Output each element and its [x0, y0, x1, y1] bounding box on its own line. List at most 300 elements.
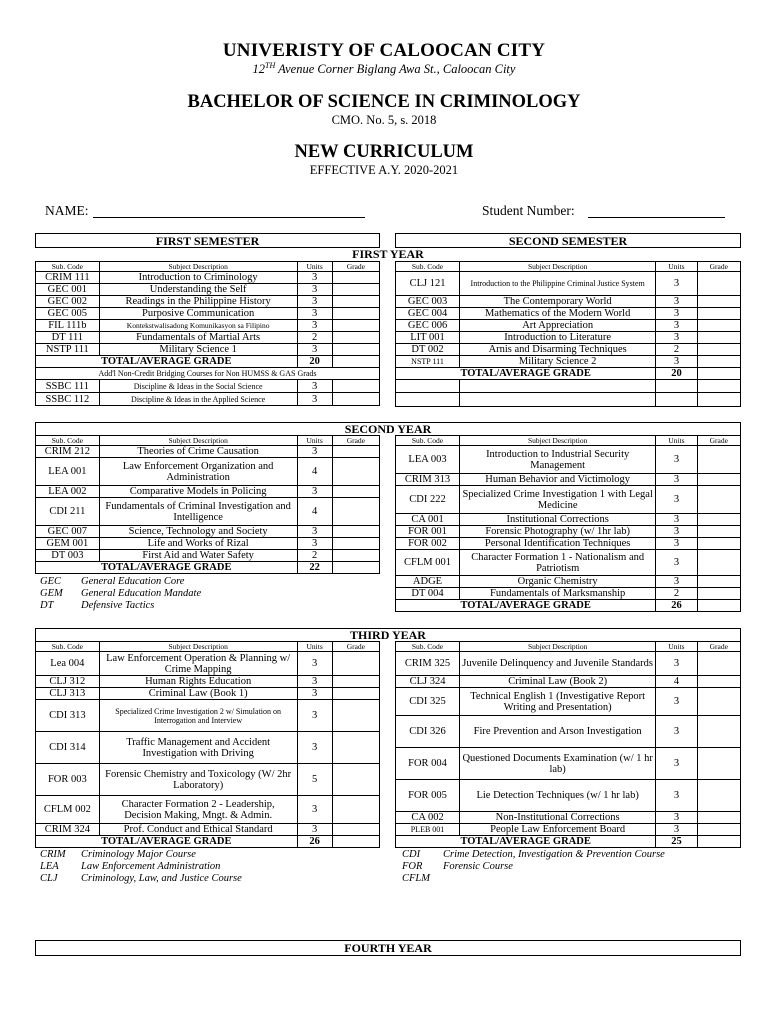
total-units: 20	[656, 368, 697, 380]
course-row	[36, 320, 380, 332]
legend-text: Criminology, Law, and Justice Course	[81, 873, 242, 884]
fourth-year-title: FOURTH YEAR	[35, 940, 741, 956]
column-header-units: Units	[656, 436, 697, 446]
course-units: 3	[656, 576, 697, 588]
course-row	[36, 688, 380, 700]
course-code: GEC 001	[36, 284, 100, 296]
total-label: TOTAL/AVERAGE GRADE	[36, 836, 298, 848]
column-header-row	[36, 436, 380, 446]
course-code: CLJ 324	[396, 676, 460, 688]
grade-cell[interactable]	[332, 393, 379, 406]
column-header-code: Sub. Code	[36, 262, 100, 272]
third-year-legend-right	[402, 849, 665, 885]
course-code: GEC 005	[36, 308, 100, 320]
course-code: GEC 003	[396, 296, 460, 308]
course-row	[396, 550, 741, 576]
empty-cell	[697, 380, 740, 393]
legend-text: Defensive Tactics	[81, 600, 155, 611]
first-semester-header: FIRST SEMESTER	[35, 233, 380, 248]
course-row	[36, 700, 380, 732]
course-units: 3	[656, 716, 697, 748]
total-label: TOTAL/AVERAGE GRADE	[396, 600, 656, 612]
course-code: CFLM 001	[396, 550, 460, 576]
grade-cell[interactable]	[332, 676, 379, 688]
grade-cell[interactable]	[697, 272, 740, 296]
course-description: Fundamentals of Martial Arts	[99, 332, 297, 344]
grade-cell[interactable]	[697, 332, 740, 344]
legend-entry	[402, 861, 665, 873]
total-units: 26	[656, 600, 697, 612]
second-year-legend	[40, 576, 201, 612]
course-row	[396, 824, 741, 836]
course-description: Specialized Crime Investigation 2 w/ Simulation on Interrogation and Interview	[99, 700, 297, 732]
legend-abbr: FOR	[402, 861, 423, 872]
university-address: 12TH Avenue Corner Biglang Awa St., Caloocan City	[252, 61, 516, 77]
cmo-reference: CMO. No. 5, s. 2018	[331, 113, 437, 127]
course-units: 3	[297, 796, 332, 824]
column-header-grade: Grade	[332, 262, 379, 272]
column-header-code: Sub. Code	[396, 642, 460, 652]
course-code: FOR 002	[396, 538, 460, 550]
course-units: 3	[656, 486, 697, 514]
course-description: Character Formation 2 - Leadership, Decision Making, Mngt. & Admin.	[99, 796, 297, 824]
grade-cell[interactable]	[697, 446, 740, 474]
course-row	[396, 446, 741, 474]
total-units: 22	[297, 562, 332, 574]
course-code: CFLM 002	[36, 796, 100, 824]
first-year-second-sem-table	[395, 261, 741, 407]
course-units: 3	[297, 526, 332, 538]
legend-entry	[40, 873, 242, 885]
column-header-desc: Subject Description	[99, 436, 297, 446]
legend-entry	[40, 861, 242, 873]
legend-abbr: CDI	[402, 849, 421, 860]
course-units: 3	[656, 356, 697, 368]
course-units: 3	[297, 486, 332, 498]
empty-row	[396, 393, 741, 407]
second-year-second-sem-table	[395, 435, 741, 612]
second-year-block	[35, 422, 741, 435]
course-code: GEC 007	[36, 526, 100, 538]
course-description: Criminal Law (Book 1)	[99, 688, 297, 700]
column-header-code: Sub. Code	[396, 436, 460, 446]
first-year-title: FIRST YEAR	[352, 247, 424, 261]
course-row	[396, 780, 741, 812]
bridging-note: Add'l Non-Credit Bridging Courses for Non HUMSS & GAS Grads	[36, 368, 380, 380]
course-code: CDI 222	[396, 486, 460, 514]
course-units: 3	[297, 296, 332, 308]
grade-cell[interactable]	[697, 824, 740, 836]
column-header-grade: Grade	[332, 642, 379, 652]
bridging-note-row	[36, 368, 380, 380]
total-grade-cell[interactable]	[332, 836, 379, 848]
legend-abbr: GEM	[40, 588, 63, 599]
course-units: 3	[297, 446, 332, 458]
total-units: 25	[656, 836, 697, 848]
grade-cell[interactable]	[697, 576, 740, 588]
course-units: 4	[297, 458, 332, 486]
total-grade-cell[interactable]	[332, 562, 379, 574]
course-units: 3	[297, 676, 332, 688]
grade-cell[interactable]	[697, 538, 740, 550]
course-code: LEA 003	[396, 446, 460, 474]
student-number-field-line[interactable]	[588, 217, 725, 218]
program-title: BACHELOR OF SCIENCE IN CRIMINOLOGY	[187, 92, 581, 112]
grade-cell[interactable]	[697, 486, 740, 514]
course-row	[396, 588, 741, 600]
third-year-title: THIRD YEAR	[35, 628, 741, 641]
course-description: Non-Institutional Corrections	[460, 812, 656, 824]
bridging-row	[36, 380, 380, 393]
course-row	[396, 320, 741, 332]
course-row	[396, 748, 741, 780]
course-units: 2	[656, 588, 697, 600]
course-row	[396, 486, 741, 514]
course-code: CRIM 325	[396, 652, 460, 676]
grade-cell[interactable]	[697, 308, 740, 320]
course-description: Criminal Law (Book 2)	[460, 676, 656, 688]
course-code: FOR 003	[36, 764, 100, 796]
course-code: DT 003	[36, 550, 100, 562]
course-description: First Aid and Water Safety	[99, 550, 297, 562]
legend-entry	[40, 588, 201, 600]
course-row	[396, 576, 741, 588]
legend-entry	[402, 873, 665, 885]
legend-entry	[402, 849, 665, 861]
course-code: FOR 004	[396, 748, 460, 780]
legend-abbr: CFLM	[402, 873, 431, 884]
course-row	[396, 514, 741, 526]
course-code: CDI 326	[396, 716, 460, 748]
third-year-block	[35, 628, 741, 641]
course-description: Purposive Communication	[99, 308, 297, 320]
course-code: CDI 314	[36, 732, 100, 764]
course-row	[36, 538, 380, 550]
total-row	[396, 600, 741, 612]
course-units: 3	[297, 308, 332, 320]
course-units: 3	[297, 380, 332, 393]
course-units: 3	[656, 780, 697, 812]
course-row	[396, 356, 741, 368]
grade-cell[interactable]	[697, 780, 740, 812]
course-description: Law Enforcement Organization and Administration	[99, 458, 297, 486]
course-description: Art Appreciation	[460, 320, 656, 332]
column-header-code: Sub. Code	[396, 262, 460, 272]
grade-cell[interactable]	[332, 308, 379, 320]
course-units: 3	[297, 652, 332, 676]
grade-cell[interactable]	[332, 538, 379, 550]
course-row	[36, 344, 380, 356]
legend-entry	[40, 600, 201, 612]
grade-cell[interactable]	[697, 588, 740, 600]
grade-cell[interactable]	[332, 272, 379, 284]
course-units: 3	[656, 272, 697, 296]
course-row	[36, 332, 380, 344]
grade-cell[interactable]	[332, 700, 379, 732]
course-units: 3	[297, 538, 332, 550]
course-units: 3	[656, 812, 697, 824]
course-units: 2	[297, 332, 332, 344]
university-title: UNIVERISTY OF CALOOCAN CITY	[222, 40, 546, 61]
grade-cell[interactable]	[332, 284, 379, 296]
course-description: Arnis and Disarming Techniques	[460, 344, 656, 356]
course-row	[36, 486, 380, 498]
legend-abbr: CRIM	[40, 849, 66, 860]
empty-row	[396, 380, 741, 393]
course-units: 3	[656, 688, 697, 716]
course-description: Life and Works of Rizal	[99, 538, 297, 550]
course-row	[36, 498, 380, 526]
course-units: 3	[297, 688, 332, 700]
course-description: Comparative Models in Policing	[99, 486, 297, 498]
total-label: TOTAL/AVERAGE GRADE	[36, 562, 298, 574]
course-description: Readings in the Philippine History	[99, 296, 297, 308]
course-row	[396, 272, 741, 296]
grade-cell[interactable]	[697, 716, 740, 748]
legend-text: Forensic Course	[443, 861, 513, 872]
course-description: Understanding the Self	[99, 284, 297, 296]
second-year-first-sem-table	[35, 435, 380, 574]
course-row	[36, 732, 380, 764]
total-row	[36, 836, 380, 848]
course-row	[36, 458, 380, 486]
effective-year: EFFECTIVE A.Y. 2020-2021	[309, 163, 459, 177]
total-grade-cell[interactable]	[697, 368, 740, 380]
legend-text: General Education Core	[81, 576, 185, 587]
grade-cell[interactable]	[332, 380, 379, 393]
course-row	[396, 812, 741, 824]
course-description: Human Behavior and Victimology	[460, 474, 656, 486]
course-units: 3	[656, 652, 697, 676]
course-description: Forensic Photography (w/ 1hr lab)	[460, 526, 656, 538]
grade-cell[interactable]	[332, 526, 379, 538]
course-code: FIL 111b	[36, 320, 100, 332]
grade-cell[interactable]	[697, 550, 740, 576]
course-description: Organic Chemistry	[460, 576, 656, 588]
grade-cell[interactable]	[332, 764, 379, 796]
course-units: 3	[656, 526, 697, 538]
course-description: People Law Enforcement Board	[460, 824, 656, 836]
course-code: DT 002	[396, 344, 460, 356]
course-units: 4	[656, 676, 697, 688]
grade-cell[interactable]	[697, 344, 740, 356]
course-row	[396, 296, 741, 308]
column-header-grade: Grade	[332, 436, 379, 446]
total-grade-cell[interactable]	[697, 836, 740, 848]
total-grade-cell[interactable]	[697, 600, 740, 612]
course-row	[396, 474, 741, 486]
total-label: TOTAL/AVERAGE GRADE	[396, 368, 656, 380]
course-units: 3	[656, 332, 697, 344]
course-code: CDI 211	[36, 498, 100, 526]
first-year-first-sem-table	[35, 261, 380, 406]
empty-cell	[396, 393, 460, 407]
grade-cell[interactable]	[332, 320, 379, 332]
column-header-grade: Grade	[697, 642, 740, 652]
grade-cell[interactable]	[697, 652, 740, 676]
total-row	[36, 356, 380, 368]
course-code: ADGE	[396, 576, 460, 588]
course-description: Discipline & Ideas in the Applied Science	[99, 393, 297, 406]
column-header-units: Units	[297, 262, 332, 272]
course-units: 3	[656, 748, 697, 780]
grade-cell[interactable]	[697, 812, 740, 824]
course-description: Law Enforcement Operation & Planning w/ Crime Mapping	[99, 652, 297, 676]
course-units: 4	[297, 498, 332, 526]
course-code: Lea 004	[36, 652, 100, 676]
legend-text: Criminology Major Course	[81, 849, 196, 860]
column-header-row	[36, 642, 380, 652]
course-description: Technical English 1 (Investigative Report Writing and Presentation)	[460, 688, 656, 716]
course-description: Traffic Management and Accident Investigation with Driving	[99, 732, 297, 764]
course-description: Specialized Crime Investigation 1 with Legal Medicine	[460, 486, 656, 514]
course-description: Introduction to the Philippine Criminal Justice System	[460, 272, 656, 296]
column-header-desc: Subject Description	[460, 642, 656, 652]
course-code: DT 111	[36, 332, 100, 344]
course-units: 3	[656, 538, 697, 550]
course-row	[36, 796, 380, 824]
course-code: DT 004	[396, 588, 460, 600]
legend-text: Law Enforcement Administration	[81, 861, 221, 872]
grade-cell[interactable]	[697, 474, 740, 486]
course-units: 3	[297, 344, 332, 356]
course-code: GEC 004	[396, 308, 460, 320]
curriculum-title: NEW CURRICULUM	[294, 142, 474, 162]
total-row	[396, 836, 741, 848]
grade-cell[interactable]	[332, 296, 379, 308]
course-code: LEA 002	[36, 486, 100, 498]
course-row	[36, 526, 380, 538]
grade-cell[interactable]	[697, 320, 740, 332]
course-row	[396, 332, 741, 344]
course-row	[396, 308, 741, 320]
course-code: CRIM 111	[36, 272, 100, 284]
course-units: 3	[656, 550, 697, 576]
grade-cell[interactable]	[332, 732, 379, 764]
course-description: Military Science 1	[99, 344, 297, 356]
empty-cell	[460, 380, 656, 393]
column-header-row	[396, 262, 741, 272]
course-units: 3	[297, 700, 332, 732]
course-description: Character Formation 1 - Nationalism and Patriotism	[460, 550, 656, 576]
second-year-title: SECOND YEAR	[35, 422, 741, 435]
third-year-first-sem-table	[35, 641, 380, 848]
course-row	[396, 344, 741, 356]
course-code: PLEB 001	[396, 824, 460, 836]
total-grade-cell[interactable]	[332, 356, 379, 368]
course-row	[36, 676, 380, 688]
course-units: 3	[297, 284, 332, 296]
course-code: NSTP 111	[36, 344, 100, 356]
course-row	[36, 652, 380, 676]
course-row	[36, 272, 380, 284]
grade-cell[interactable]	[332, 796, 379, 824]
name-field-line[interactable]	[93, 217, 365, 218]
grade-cell[interactable]	[332, 446, 379, 458]
grade-cell[interactable]	[697, 676, 740, 688]
course-code: CLJ 313	[36, 688, 100, 700]
grade-cell[interactable]	[697, 514, 740, 526]
grade-cell[interactable]	[697, 296, 740, 308]
column-header-code: Sub. Code	[36, 642, 100, 652]
course-description: Prof. Conduct and Ethical Standard	[99, 824, 297, 836]
column-header-code: Sub. Code	[36, 436, 100, 446]
empty-cell	[656, 393, 697, 407]
course-description: Lie Detection Techniques (w/ 1 hr lab)	[460, 780, 656, 812]
course-code: FOR 005	[396, 780, 460, 812]
course-code: GEM 001	[36, 538, 100, 550]
course-code: CDI 313	[36, 700, 100, 732]
course-code: LEA 001	[36, 458, 100, 486]
column-header-grade: Grade	[697, 262, 740, 272]
empty-cell	[396, 380, 460, 393]
course-units: 3	[656, 824, 697, 836]
grade-cell[interactable]	[332, 332, 379, 344]
grade-cell[interactable]	[697, 688, 740, 716]
course-units: 3	[656, 446, 697, 474]
grade-cell[interactable]	[332, 652, 379, 676]
course-code: GEC 002	[36, 296, 100, 308]
course-code: GEC 006	[396, 320, 460, 332]
grade-cell[interactable]	[332, 688, 379, 700]
legend-abbr: CLJ	[40, 873, 58, 884]
total-units: 26	[297, 836, 332, 848]
course-description: Personal Identification Techniques	[460, 538, 656, 550]
course-units: 3	[297, 320, 332, 332]
course-code: CRIM 324	[36, 824, 100, 836]
course-units: 5	[297, 764, 332, 796]
course-code: SSBC 112	[36, 393, 100, 406]
course-row	[36, 824, 380, 836]
course-units: 3	[297, 272, 332, 284]
grade-cell[interactable]	[332, 458, 379, 486]
grade-cell[interactable]	[332, 498, 379, 526]
second-semester-header: SECOND SEMESTER	[395, 233, 741, 248]
course-description: Fire Prevention and Arson Investigation	[460, 716, 656, 748]
column-header-desc: Subject Description	[460, 262, 656, 272]
legend-abbr: DT	[40, 600, 54, 611]
course-code: CRIM 212	[36, 446, 100, 458]
course-description: Discipline & Ideas in the Social Science	[99, 380, 297, 393]
course-row	[36, 296, 380, 308]
course-row	[396, 538, 741, 550]
grade-cell[interactable]	[697, 748, 740, 780]
column-header-desc: Subject Description	[99, 262, 297, 272]
grade-cell[interactable]	[697, 356, 740, 368]
column-header-desc: Subject Description	[99, 642, 297, 652]
grade-cell[interactable]	[332, 824, 379, 836]
grade-cell[interactable]	[332, 344, 379, 356]
grade-cell[interactable]	[332, 486, 379, 498]
legend-entry	[40, 576, 201, 588]
course-code: CLJ 121	[396, 272, 460, 296]
grade-cell[interactable]	[697, 526, 740, 538]
course-row	[396, 526, 741, 538]
total-label: TOTAL/AVERAGE GRADE	[36, 356, 298, 368]
course-code: CRIM 313	[396, 474, 460, 486]
total-units: 20	[297, 356, 332, 368]
course-units: 3	[656, 296, 697, 308]
column-header-desc: Subject Description	[460, 436, 656, 446]
legend-abbr: LEA	[40, 861, 59, 872]
course-row	[36, 284, 380, 296]
course-row	[36, 764, 380, 796]
bridging-row	[36, 393, 380, 406]
legend-abbr: GEC	[40, 576, 61, 587]
course-code: CA 001	[396, 514, 460, 526]
total-row	[396, 368, 741, 380]
grade-cell[interactable]	[332, 550, 379, 562]
